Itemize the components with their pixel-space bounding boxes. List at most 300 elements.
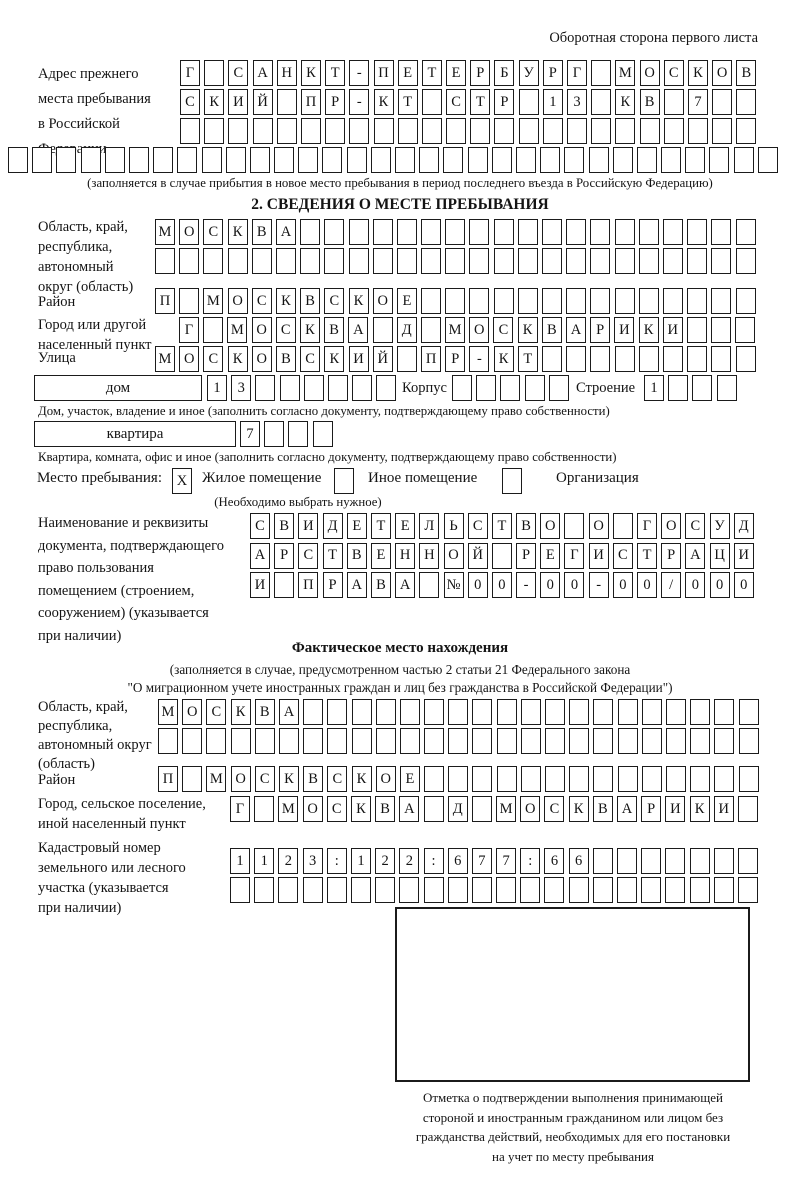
char-box[interactable] (736, 346, 756, 372)
char-box[interactable]: - (589, 572, 609, 598)
char-box[interactable] (736, 118, 756, 144)
char-box[interactable]: 1 (230, 848, 250, 874)
char-box[interactable] (448, 766, 468, 792)
char-box[interactable]: И (614, 317, 634, 343)
char-box[interactable]: П (301, 89, 321, 115)
char-box[interactable]: Ь (444, 513, 464, 539)
char-box[interactable]: О (661, 513, 681, 539)
char-box[interactable]: Н (277, 60, 297, 86)
char-box[interactable] (714, 766, 734, 792)
char-box[interactable] (352, 728, 372, 754)
char-box[interactable]: Р (543, 60, 563, 86)
char-box[interactable] (204, 60, 224, 86)
char-box[interactable] (419, 147, 439, 173)
char-box[interactable] (569, 877, 589, 903)
char-box[interactable]: И (250, 572, 270, 598)
char-box[interactable] (226, 147, 246, 173)
char-box[interactable]: 2 (399, 848, 419, 874)
char-box[interactable] (351, 877, 371, 903)
char-box[interactable] (500, 375, 520, 401)
char-box[interactable] (714, 848, 734, 874)
char-box[interactable] (542, 346, 562, 372)
char-box[interactable]: А (279, 699, 299, 725)
char-box[interactable] (618, 699, 638, 725)
char-box[interactable] (476, 375, 496, 401)
char-box[interactable] (712, 118, 732, 144)
char-box[interactable] (545, 699, 565, 725)
char-box[interactable]: 7 (688, 89, 708, 115)
char-box[interactable]: Р (641, 796, 661, 822)
char-box[interactable]: 1 (644, 375, 664, 401)
char-box[interactable] (448, 699, 468, 725)
char-box[interactable] (424, 766, 444, 792)
char-box[interactable] (179, 248, 199, 274)
char-box[interactable]: Р (494, 89, 514, 115)
char-box[interactable] (521, 766, 541, 792)
char-box[interactable]: К (688, 60, 708, 86)
char-box[interactable] (738, 877, 758, 903)
char-box[interactable] (255, 375, 275, 401)
char-box[interactable] (738, 796, 758, 822)
char-box[interactable] (569, 699, 589, 725)
char-box[interactable]: Г (567, 60, 587, 86)
char-box[interactable]: С (685, 513, 705, 539)
char-box[interactable] (712, 89, 732, 115)
char-box[interactable] (566, 346, 586, 372)
char-box[interactable]: Е (446, 60, 466, 86)
char-box[interactable] (472, 877, 492, 903)
char-box[interactable] (278, 877, 298, 903)
char-box[interactable]: С (324, 288, 344, 314)
char-box[interactable] (494, 248, 514, 274)
char-box[interactable] (280, 375, 300, 401)
char-box[interactable]: 0 (734, 572, 754, 598)
char-box[interactable] (325, 118, 345, 144)
char-box[interactable] (549, 375, 569, 401)
char-box[interactable] (685, 147, 705, 173)
char-box[interactable] (182, 728, 202, 754)
char-box[interactable] (274, 147, 294, 173)
char-box[interactable] (642, 699, 662, 725)
char-box[interactable] (615, 346, 635, 372)
char-box[interactable] (179, 288, 199, 314)
char-box[interactable]: К (518, 317, 538, 343)
char-box[interactable] (177, 147, 197, 173)
char-box[interactable]: У (519, 60, 539, 86)
char-box[interactable]: Р (323, 572, 343, 598)
char-box[interactable]: О (444, 543, 464, 569)
char-box[interactable]: Б (494, 60, 514, 86)
char-box[interactable]: О (179, 346, 199, 372)
char-box[interactable] (564, 147, 584, 173)
char-box[interactable] (593, 728, 613, 754)
char-box[interactable]: С (298, 543, 318, 569)
char-box[interactable] (544, 877, 564, 903)
char-box[interactable] (615, 219, 635, 245)
char-box[interactable]: М (158, 699, 178, 725)
char-box[interactable]: Л (419, 513, 439, 539)
char-box[interactable]: Р (470, 60, 490, 86)
char-box[interactable] (589, 147, 609, 173)
char-box[interactable]: К (494, 346, 514, 372)
char-box[interactable] (421, 248, 441, 274)
char-box[interactable] (443, 147, 463, 173)
char-box[interactable]: / (661, 572, 681, 598)
char-box[interactable]: Д (448, 796, 468, 822)
char-box[interactable]: О (712, 60, 732, 86)
char-box[interactable] (395, 147, 415, 173)
char-box[interactable]: Ц (710, 543, 730, 569)
char-box[interactable] (180, 118, 200, 144)
char-box[interactable] (735, 317, 755, 343)
char-box[interactable] (639, 219, 659, 245)
char-box[interactable] (472, 699, 492, 725)
char-box[interactable]: 0 (710, 572, 730, 598)
char-box[interactable]: Г (180, 60, 200, 86)
char-box[interactable]: П (298, 572, 318, 598)
char-box[interactable]: В (255, 699, 275, 725)
char-box[interactable]: 3 (303, 848, 323, 874)
char-box[interactable] (400, 699, 420, 725)
char-box[interactable] (668, 375, 688, 401)
char-box[interactable] (349, 219, 369, 245)
char-box[interactable]: : (327, 848, 347, 874)
char-box[interactable] (666, 728, 686, 754)
char-box[interactable] (569, 728, 589, 754)
char-box[interactable]: И (228, 89, 248, 115)
char-box[interactable] (421, 219, 441, 245)
char-box[interactable] (274, 572, 294, 598)
char-box[interactable] (421, 317, 441, 343)
char-box[interactable] (593, 766, 613, 792)
char-box[interactable]: Т (398, 89, 418, 115)
char-box[interactable] (545, 728, 565, 754)
char-box[interactable] (692, 375, 712, 401)
char-box[interactable] (642, 728, 662, 754)
char-box[interactable]: Й (468, 543, 488, 569)
char-box[interactable] (520, 877, 540, 903)
char-box[interactable] (736, 248, 756, 274)
char-box[interactable]: 3 (567, 89, 587, 115)
char-box[interactable] (472, 796, 492, 822)
char-box[interactable] (639, 248, 659, 274)
char-box[interactable]: О (376, 766, 396, 792)
char-box[interactable] (155, 248, 175, 274)
char-box[interactable] (521, 728, 541, 754)
char-box[interactable] (687, 317, 707, 343)
char-box[interactable] (545, 766, 565, 792)
char-box[interactable]: 0 (613, 572, 633, 598)
char-box[interactable] (422, 118, 442, 144)
char-box[interactable]: В (300, 288, 320, 314)
char-box[interactable] (617, 877, 637, 903)
char-box[interactable]: К (690, 796, 710, 822)
char-box[interactable] (543, 118, 563, 144)
char-box[interactable] (663, 219, 683, 245)
char-box[interactable]: О (540, 513, 560, 539)
char-box[interactable] (739, 728, 759, 754)
char-box[interactable]: И (734, 543, 754, 569)
char-box[interactable]: А (250, 543, 270, 569)
char-box[interactable]: И (714, 796, 734, 822)
char-box[interactable] (502, 468, 522, 494)
char-box[interactable]: Д (397, 317, 417, 343)
char-box[interactable]: К (279, 766, 299, 792)
char-box[interactable]: К (374, 89, 394, 115)
char-box[interactable] (494, 219, 514, 245)
char-box[interactable] (714, 699, 734, 725)
char-box[interactable]: К (204, 89, 224, 115)
char-box[interactable] (690, 766, 710, 792)
char-box[interactable]: Т (637, 543, 657, 569)
char-box[interactable] (591, 60, 611, 86)
char-box[interactable] (492, 543, 512, 569)
char-box[interactable] (665, 848, 685, 874)
char-box[interactable]: 0 (540, 572, 560, 598)
char-box[interactable]: С (613, 543, 633, 569)
char-box[interactable] (327, 877, 347, 903)
char-box[interactable]: 6 (569, 848, 589, 874)
char-box[interactable] (642, 766, 662, 792)
char-box[interactable]: Т (325, 60, 345, 86)
char-box[interactable] (279, 728, 299, 754)
char-box[interactable] (519, 89, 539, 115)
char-box[interactable] (711, 288, 731, 314)
char-box[interactable] (593, 699, 613, 725)
char-box[interactable] (566, 288, 586, 314)
kvartira-named-box[interactable]: квартира (34, 421, 236, 447)
char-box[interactable] (709, 147, 729, 173)
char-box[interactable]: П (421, 346, 441, 372)
char-box[interactable] (375, 877, 395, 903)
char-box[interactable] (618, 728, 638, 754)
char-box[interactable]: К (352, 766, 372, 792)
char-box[interactable]: С (203, 219, 223, 245)
char-box[interactable]: 1 (254, 848, 274, 874)
char-box[interactable] (182, 766, 202, 792)
char-box[interactable] (153, 147, 173, 173)
char-box[interactable]: Т (492, 513, 512, 539)
char-box[interactable]: К (324, 346, 344, 372)
char-box[interactable]: В (542, 317, 562, 343)
char-box[interactable] (228, 248, 248, 274)
char-box[interactable] (613, 147, 633, 173)
char-box[interactable]: Е (398, 60, 418, 86)
char-box[interactable] (347, 147, 367, 173)
char-box[interactable] (105, 147, 125, 173)
char-box[interactable] (615, 248, 635, 274)
char-box[interactable]: 7 (240, 421, 260, 447)
char-box[interactable]: - (349, 89, 369, 115)
char-box[interactable] (349, 118, 369, 144)
char-box[interactable] (711, 248, 731, 274)
char-box[interactable] (253, 118, 273, 144)
char-box[interactable] (230, 877, 250, 903)
char-box[interactable] (525, 375, 545, 401)
char-box[interactable] (300, 248, 320, 274)
char-box[interactable] (303, 877, 323, 903)
char-box[interactable] (690, 699, 710, 725)
char-box[interactable] (254, 796, 274, 822)
char-box[interactable]: К (351, 796, 371, 822)
char-box[interactable] (613, 513, 633, 539)
char-box[interactable]: В (516, 513, 536, 539)
char-box[interactable]: 7 (472, 848, 492, 874)
char-box[interactable] (593, 848, 613, 874)
char-box[interactable]: И (349, 346, 369, 372)
char-box[interactable]: Т (422, 60, 442, 86)
char-box[interactable]: К (301, 60, 321, 86)
char-box[interactable]: О (589, 513, 609, 539)
char-box[interactable]: А (685, 543, 705, 569)
char-box[interactable] (469, 288, 489, 314)
char-box[interactable] (566, 248, 586, 274)
char-box[interactable]: Е (395, 513, 415, 539)
char-box[interactable]: Е (540, 543, 560, 569)
char-box[interactable]: - (469, 346, 489, 372)
char-box[interactable]: Г (564, 543, 584, 569)
char-box[interactable]: С (206, 699, 226, 725)
char-box[interactable] (663, 346, 683, 372)
char-box[interactable] (736, 219, 756, 245)
char-box[interactable] (641, 848, 661, 874)
char-box[interactable]: О (520, 796, 540, 822)
char-box[interactable]: М (155, 219, 175, 245)
char-box[interactable] (590, 288, 610, 314)
char-box[interactable]: П (155, 288, 175, 314)
char-box[interactable]: 1 (207, 375, 227, 401)
char-box[interactable] (419, 572, 439, 598)
char-box[interactable]: К (300, 317, 320, 343)
char-box[interactable] (593, 877, 613, 903)
char-box[interactable]: Т (518, 346, 538, 372)
char-box[interactable]: : (424, 848, 444, 874)
char-box[interactable]: Н (419, 543, 439, 569)
char-box[interactable] (494, 288, 514, 314)
char-box[interactable] (590, 219, 610, 245)
char-box[interactable]: Д (734, 513, 754, 539)
char-box[interactable]: П (158, 766, 178, 792)
char-box[interactable]: Р (325, 89, 345, 115)
char-box[interactable] (300, 219, 320, 245)
char-box[interactable] (615, 118, 635, 144)
char-box[interactable] (688, 118, 708, 144)
char-box[interactable] (81, 147, 101, 173)
char-box[interactable] (714, 877, 734, 903)
char-box[interactable] (617, 848, 637, 874)
char-box[interactable] (711, 317, 731, 343)
char-box[interactable] (250, 147, 270, 173)
char-box[interactable] (129, 147, 149, 173)
char-box[interactable] (472, 728, 492, 754)
char-box[interactable]: 2 (375, 848, 395, 874)
char-box[interactable] (494, 118, 514, 144)
char-box[interactable] (398, 118, 418, 144)
char-box[interactable]: К (349, 288, 369, 314)
char-box[interactable] (264, 421, 284, 447)
char-box[interactable]: № (444, 572, 464, 598)
char-box[interactable] (664, 118, 684, 144)
char-box[interactable]: 1 (543, 89, 563, 115)
char-box[interactable]: А (348, 317, 368, 343)
char-box[interactable]: Р (590, 317, 610, 343)
char-box[interactable]: А (617, 796, 637, 822)
char-box[interactable] (738, 848, 758, 874)
char-box[interactable]: Т (323, 543, 343, 569)
char-box[interactable]: О (252, 346, 272, 372)
char-box[interactable] (665, 877, 685, 903)
char-box[interactable] (590, 248, 610, 274)
char-box[interactable] (400, 728, 420, 754)
char-box[interactable] (324, 219, 344, 245)
char-box[interactable]: М (206, 766, 226, 792)
char-box[interactable] (711, 346, 731, 372)
char-box[interactable] (736, 89, 756, 115)
char-box[interactable] (469, 248, 489, 274)
char-box[interactable]: Р (661, 543, 681, 569)
char-box[interactable]: 0 (564, 572, 584, 598)
char-box[interactable] (492, 147, 512, 173)
char-box[interactable] (424, 699, 444, 725)
char-box[interactable] (615, 288, 635, 314)
char-box[interactable]: В (375, 796, 395, 822)
char-box[interactable] (32, 147, 52, 173)
char-box[interactable] (397, 346, 417, 372)
char-box[interactable] (518, 219, 538, 245)
char-box[interactable] (448, 877, 468, 903)
char-box[interactable] (618, 766, 638, 792)
char-box[interactable]: В (347, 543, 367, 569)
char-box[interactable] (276, 248, 296, 274)
char-box[interactable]: В (252, 219, 272, 245)
char-box[interactable] (374, 118, 394, 144)
char-box[interactable] (569, 766, 589, 792)
char-box[interactable] (734, 147, 754, 173)
char-box[interactable]: В (303, 766, 323, 792)
char-box[interactable]: В (324, 317, 344, 343)
char-box[interactable] (687, 219, 707, 245)
char-box[interactable] (373, 317, 393, 343)
char-box[interactable] (206, 728, 226, 754)
char-box[interactable] (714, 728, 734, 754)
char-box[interactable]: Д (323, 513, 343, 539)
char-box[interactable] (639, 346, 659, 372)
char-box[interactable]: 0 (492, 572, 512, 598)
char-box[interactable] (327, 699, 347, 725)
char-box[interactable]: А (347, 572, 367, 598)
char-box[interactable]: : (520, 848, 540, 874)
char-box[interactable]: 2 (278, 848, 298, 874)
char-box[interactable]: 0 (468, 572, 488, 598)
char-box[interactable]: Г (230, 796, 250, 822)
char-box[interactable]: О (373, 288, 393, 314)
char-box[interactable] (639, 288, 659, 314)
char-box[interactable]: Г (637, 513, 657, 539)
char-box[interactable]: В (640, 89, 660, 115)
char-box[interactable] (666, 699, 686, 725)
char-box[interactable] (277, 118, 297, 144)
char-box[interactable]: С (327, 796, 347, 822)
char-box[interactable]: Е (371, 543, 391, 569)
char-box[interactable]: С (228, 60, 248, 86)
char-box[interactable] (352, 699, 372, 725)
char-box[interactable] (497, 699, 517, 725)
char-box[interactable]: В (276, 346, 296, 372)
char-box[interactable]: М (496, 796, 516, 822)
char-box[interactable] (56, 147, 76, 173)
char-box[interactable] (661, 147, 681, 173)
char-box[interactable]: И (665, 796, 685, 822)
